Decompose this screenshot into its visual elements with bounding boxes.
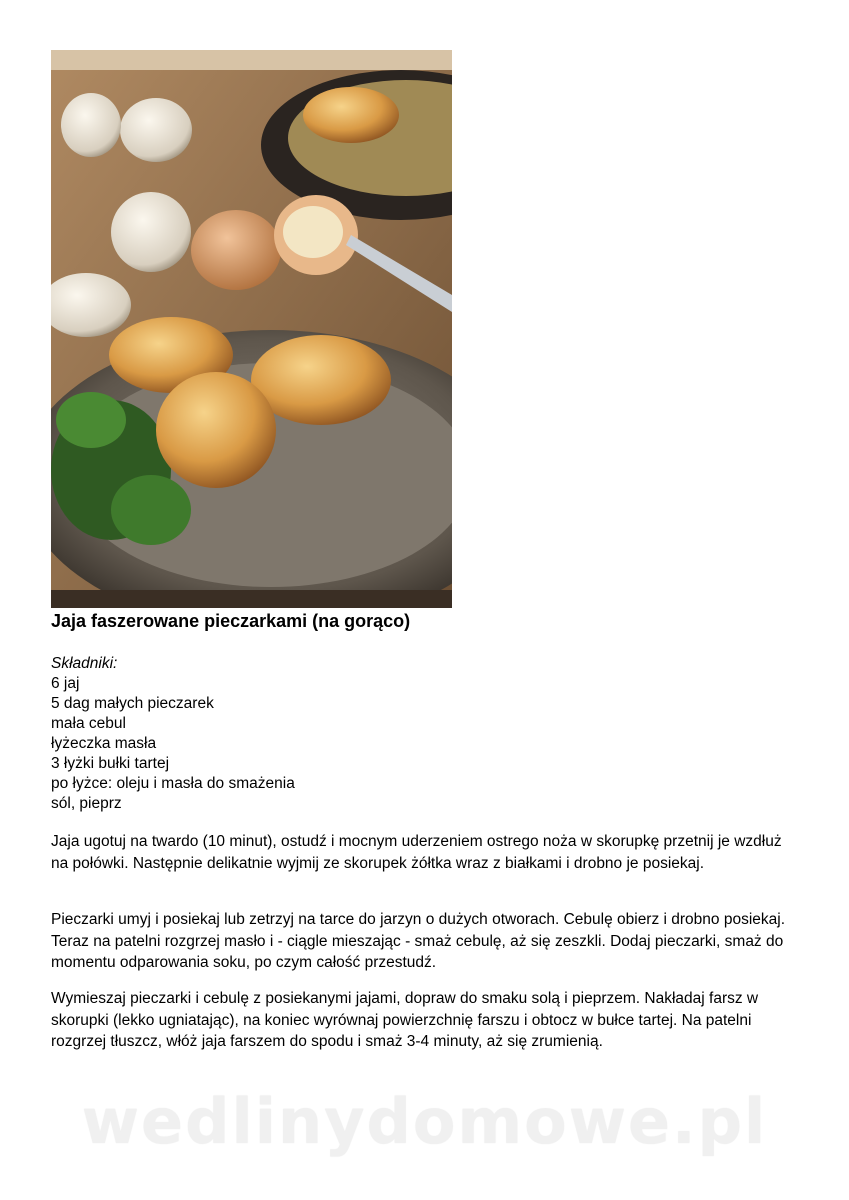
dish-photo bbox=[51, 50, 452, 608]
ingredient-item: mała cebul bbox=[51, 715, 126, 732]
site-watermark: wedlinydomowe.pl bbox=[81, 1085, 768, 1158]
instruction-paragraph: Wymieszaj pieczarki i cebulę z posiekanymi jajami, dopraw do smaku solą i pieprzem. Nakładaj farsz w skorupki (lekko ugniatając), na koniec wyrównaj powierzchnię farszu i obtocz w bułce tartej. Na patelni rozgrzej tłuszcz, włóż jaja farszem do spodu i smaż 3-4 minuty, aż się zrumienią. bbox=[51, 990, 759, 1050]
ingredient-item: po łyżce: oleju i masła do smażenia bbox=[51, 775, 295, 792]
instruction-paragraph: Jaja ugotuj na twardo (10 minut), ostudź i mocnym uderzeniem ostrego noża w skorupkę przetnij je wzdłuż na połówki. Następnie delikatnie wyjmij ze skorupek żółtka wraz z białkami i drobno je posiekaj. bbox=[51, 833, 782, 872]
ingredient-item: 3 łyżki bułki tartej bbox=[51, 755, 170, 772]
ingredients-label: Składniki: bbox=[51, 655, 118, 672]
ingredients-section bbox=[51, 654, 811, 814]
ingredient-item: łyżeczka masła bbox=[51, 735, 157, 752]
instruction-paragraph: Pieczarki umyj i posiekaj lub zetrzyj na tarce do jarzyn o dużych otworach. Cebulę obierz i drobno posiekaj. Teraz na patelni rozgrzej masło i - ciągle mieszając - smaż cebulę, aż się zeszkli. Dodaj pieczarki, smaż do momentu odparowania soku, po czym całość przestudź. bbox=[51, 911, 786, 971]
dish-photo-illustration bbox=[51, 50, 452, 608]
ingredient-item: sól, pieprz bbox=[51, 795, 122, 812]
recipe-title: Jaja faszerowane pieczarkami (na gorąco) bbox=[51, 611, 411, 631]
ingredient-item: 6 jaj bbox=[51, 675, 80, 692]
ingredient-item: 5 dag małych pieczarek bbox=[51, 695, 214, 712]
